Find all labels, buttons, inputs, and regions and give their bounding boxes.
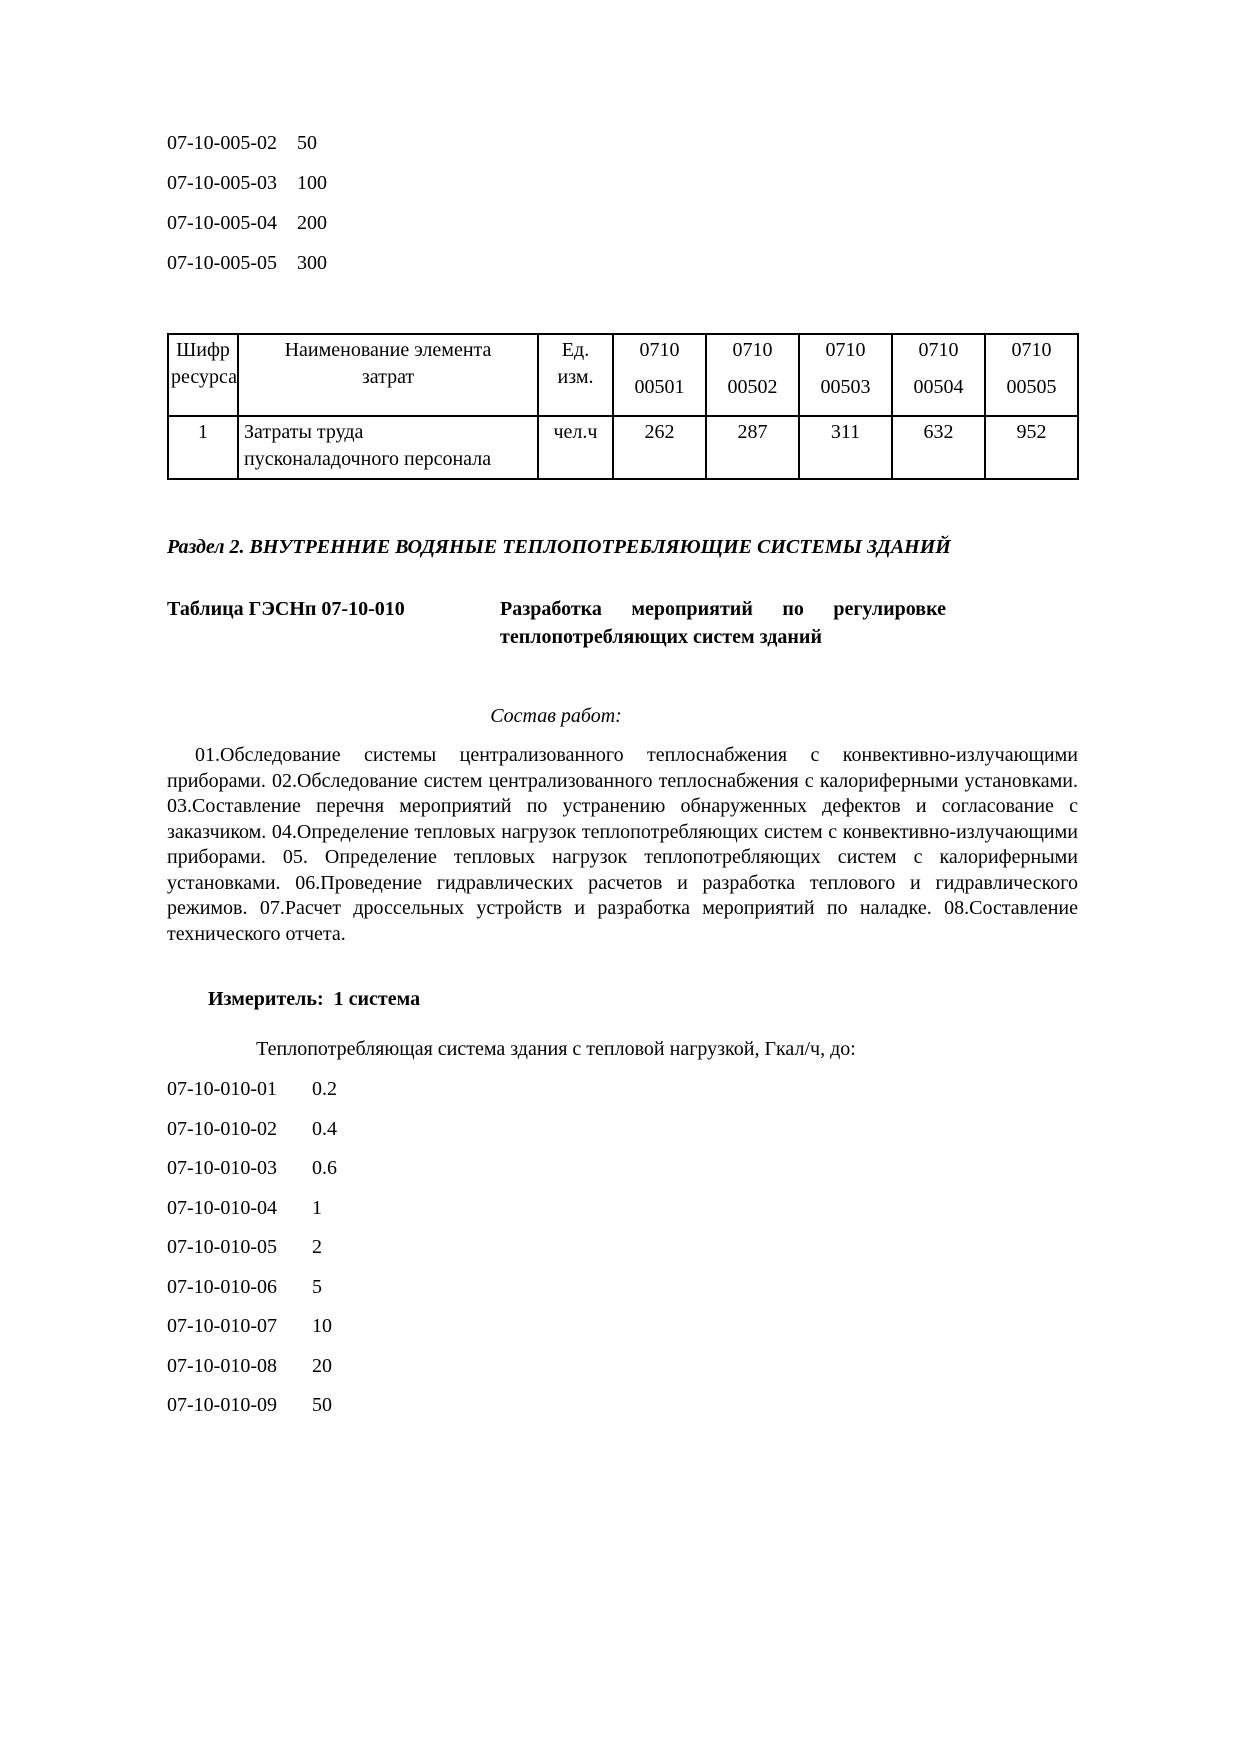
norm-code-suffix: 00504 [913, 376, 964, 398]
composition-paragraph: 01.Обследование системы централизованного теплоснабжения с конвективно-излучающими приборами. 02.Обследование систем централизованного теплоснабжения с калориферными установками. 03.Составление перечня мероприятий по устранению обнаруженных дефектов и согласование с заказчиком. 04.Определение тепловых нагрузок теплопотребляющих систем с конвективно-излучающими приборами. 05. Определение тепловых нагрузок теплопотребляющих систем с калориферными установками. 06.Проведение гидравлических расчетов и разработка теплового и гидравлического режимов. 07.Расчет дроссельных устройств и разработка мероприятий по наладке. 08.Составление технического отчета. [167, 744, 1078, 945]
rate-value: 0.6 [312, 1157, 337, 1179]
cell-value: 952 [985, 416, 1078, 479]
rate-row [167, 212, 1078, 235]
cell-line: пусконаладочного персонала [244, 448, 492, 470]
cell-value: 262 [613, 416, 706, 479]
table-title-row [167, 595, 1078, 651]
rate-code: 07-10-010-01 [167, 1078, 277, 1100]
rate-row [167, 172, 1078, 195]
rate-row [167, 1315, 1078, 1338]
header-line: Наименование элемента [284, 339, 492, 361]
table-title: Разработка мероприятий по регулировке теплопотребляющих систем зданий [500, 598, 946, 648]
norm-code-prefix: 0710 [825, 339, 866, 361]
rate-value: 100 [297, 172, 327, 194]
rate-row [167, 1394, 1078, 1417]
header-norm-code [799, 334, 892, 416]
rate-value: 50 [312, 1394, 332, 1416]
cell-element-name [238, 416, 538, 479]
rate-code: 07-10-005-02 [167, 132, 277, 154]
header-line: изм. [557, 366, 594, 388]
norm-code-suffix: 00502 [727, 376, 778, 398]
header-line: ресурса [171, 366, 237, 388]
rate-value: 0.2 [312, 1078, 337, 1100]
header-norm-code [985, 334, 1078, 416]
cell-resource-number: 1 [168, 416, 238, 479]
norm-code-prefix: 0710 [639, 339, 680, 361]
rate-code: 07-10-010-02 [167, 1117, 277, 1140]
rate-row [167, 1118, 1078, 1141]
cell-unit: чел.ч [538, 416, 613, 479]
rate-value: 0.4 [312, 1117, 337, 1140]
rate-code: 07-10-005-04 [167, 212, 277, 234]
norm-code-suffix: 00501 [634, 376, 685, 398]
header-element-name [238, 334, 538, 416]
load-threshold-line: Теплопотребляющая система здания с тепловой нагрузкой, Гкал/ч, до: [256, 1038, 856, 1060]
header-norm-code [613, 334, 706, 416]
norm-code-suffix: 00503 [820, 376, 871, 398]
rate-value: 20 [312, 1354, 332, 1377]
rate-code: 07-10-010-09 [167, 1394, 277, 1416]
rate-value: 300 [297, 252, 327, 274]
rate-code: 07-10-010-08 [167, 1354, 277, 1377]
rate-value: 50 [297, 132, 317, 154]
norm-code-prefix: 0710 [732, 339, 773, 361]
header-line: Шифр [176, 339, 230, 361]
rate-value: 10 [312, 1315, 332, 1337]
rate-code: 07-10-010-07 [167, 1315, 277, 1337]
rate-value: 5 [312, 1275, 322, 1298]
rate-code: 07-10-005-05 [167, 252, 277, 274]
cell-value: 287 [706, 416, 799, 479]
measurer-line [167, 988, 1078, 1011]
rate-row [167, 1157, 1078, 1180]
norm-code-prefix: 0710 [1011, 339, 1052, 361]
rate-code: 07-10-010-05 [167, 1236, 277, 1258]
rate-row [167, 1276, 1078, 1299]
rate-row [167, 1197, 1078, 1220]
cell-line: Затраты труда [244, 421, 364, 443]
rates-list-07-10-005 [167, 132, 1078, 275]
rate-row [167, 1236, 1078, 1259]
rate-code: 07-10-010-04 [167, 1196, 277, 1219]
header-unit [538, 334, 613, 416]
header-norm-code [892, 334, 985, 416]
table-data-row [168, 416, 1078, 479]
rates-list-07-10-010 [167, 1078, 1078, 1417]
section-heading: Раздел 2. ВНУТРЕННИЕ ВОДЯНЫЕ ТЕПЛОПОТРЕБЛЯЮЩИЕ СИСТЕМЫ ЗДАНИЙ [167, 536, 951, 558]
resource-consumption-table [167, 333, 1079, 480]
norm-code-prefix: 0710 [918, 339, 959, 361]
header-norm-code [706, 334, 799, 416]
rate-value: 1 [312, 1196, 322, 1219]
rate-value: 2 [312, 1236, 322, 1258]
rate-value: 200 [297, 212, 327, 234]
cell-value: 632 [892, 416, 985, 479]
rate-code: 07-10-010-06 [167, 1275, 277, 1298]
rate-code: 07-10-010-03 [167, 1157, 277, 1179]
rate-row [167, 1078, 1078, 1101]
measurer-label: Измеритель: [208, 988, 324, 1010]
measurer-value: 1 система [333, 988, 421, 1010]
cell-value: 311 [799, 416, 892, 479]
table-header-row [168, 334, 1078, 416]
composition-heading: Состав работ: [490, 705, 622, 727]
rate-row [167, 1355, 1078, 1378]
header-resource-code [168, 334, 238, 416]
rate-code: 07-10-005-03 [167, 172, 277, 194]
norm-code-suffix: 00505 [1006, 376, 1057, 398]
rate-row [167, 252, 1078, 275]
header-line: Ед. [561, 339, 590, 361]
header-line: затрат [361, 366, 415, 388]
rate-row [167, 132, 1078, 155]
table-label: Таблица ГЭСНп 07-10-010 [167, 598, 405, 620]
